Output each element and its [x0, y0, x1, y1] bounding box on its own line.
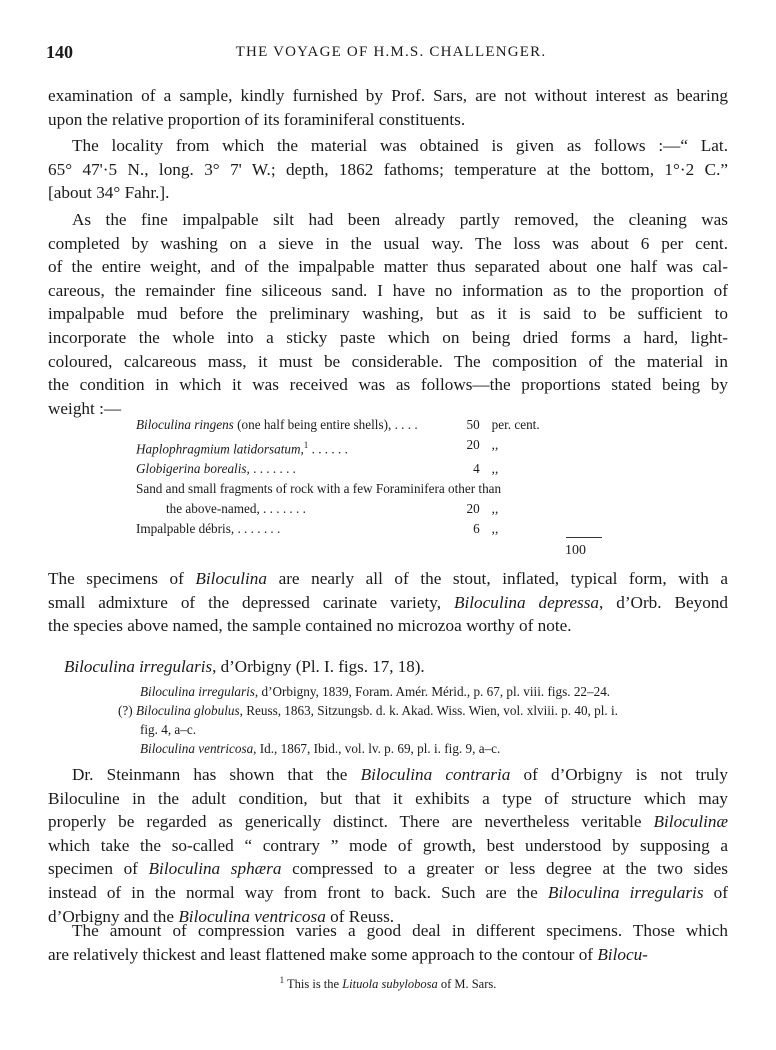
component-unit: per. cent. [491, 417, 540, 432]
composition-table [136, 415, 562, 539]
discussion-paragraph [48, 763, 728, 928]
synonymy-entry: Biloculina ventricosa, Id., 1867, Ibid., vol. lv. p. 69, pl. i. fig. 9, a–c. [140, 741, 501, 756]
sum-rule [566, 537, 602, 538]
species-name: Biloculina irregularis [64, 657, 213, 676]
component-unit: ,, [491, 461, 499, 477]
text-line: examination of a sample, kindly furnished by Prof. Sars, are not without interest as bearing [48, 86, 728, 105]
footnote [0, 975, 776, 992]
composition-row [136, 499, 562, 519]
text-line: The specimens of Biloculina are nearly all of the stout, inflated, typical form, with a [48, 569, 728, 588]
composition-total: 100 [565, 543, 586, 558]
component-unit: ,, [491, 437, 499, 452]
component-value: 20 [466, 437, 480, 452]
text-line: which take the so-called “ contrary ” mode of growth, best understood by supposing a [48, 835, 728, 855]
component-name: Globigerina borealis, . . . . . . . [136, 461, 296, 477]
locality-paragraph [48, 134, 728, 205]
component-name: the above-named, . . . . . . . [166, 501, 306, 517]
component-unit: ,, [491, 521, 499, 537]
page-number: 140 [46, 42, 73, 62]
text-line: [about 34° Fahr.]. [48, 183, 170, 203]
text-line: impalpable mud before the preliminary washing, but as it is said to be sufficient to [48, 304, 728, 324]
text-line: instead of in the normal way from front to back. Such are the Biloculina irregularis of [48, 882, 728, 902]
footnote-text: This is the [284, 977, 343, 992]
component-name: Impalpable débris, . . . . . . . [136, 521, 281, 537]
component-name: Sand and small fragments of rock with a few Foraminifera other than [136, 481, 502, 497]
running-title: THE VOYAGE OF H.M.S. CHALLENGER. [235, 44, 547, 60]
synonymy-entry: fig. 4, a–c. [140, 722, 197, 737]
synonymy-entry: Biloculina irregularis, d’Orbigny, 1839, Foram. Amér. Mérid., p. 67, pl. viii. figs. 22–24. [140, 684, 611, 699]
component-value: 50 [466, 417, 480, 432]
composition-row [136, 415, 562, 435]
text-line: coloured, calcareous mass, it must be considerable. The composition of the material in [48, 351, 728, 371]
text-line: the condition in which it was received was as follows—the proportions stated being by [48, 375, 728, 395]
text-line: specimen of Biloculina sphæra compressed to a greater or less degree at the two sides [48, 859, 728, 879]
text-line: As the fine impalpable silt had been already partly removed, the cleaning was [72, 210, 728, 229]
component-name: Biloculina ringens (one half being entire shells), . . . . [136, 417, 418, 432]
intro-paragraph [48, 84, 728, 131]
text-line: are relatively thickest and least flattened make some approach to the contour of Bilocu- [48, 944, 648, 964]
component-value: 20 [466, 501, 480, 517]
text-line: incorporate the whole into a sticky paste which on being dried forms a hard, light- [48, 327, 728, 347]
footnote-species: Lituola subylobosa [342, 977, 438, 992]
specimens-paragraph [48, 567, 728, 638]
text-line: The locality from which the material was obtained is given as follows :—“ Lat. [72, 136, 728, 155]
text-line: Dr. Steinmann has shown that the Biloculina contraria of d’Orbigny is not truly [72, 765, 728, 784]
composition-row [136, 459, 562, 479]
composition-row [136, 435, 562, 459]
text-line: Biloculine in the adult condition, but that it exhibits a type of structure which may [48, 788, 728, 808]
compression-paragraph [48, 919, 728, 966]
text-line: d’Orbigny and the Biloculina ventricosa of Reuss. [48, 906, 395, 926]
cleaning-paragraph [48, 208, 728, 420]
composition-row [136, 479, 562, 499]
footnote-text-end: of M. Sars. [437, 977, 497, 992]
leader-dots: . . . . . . . [234, 521, 281, 537]
leader-dots: . . . . . . . [249, 461, 296, 477]
component-unit: ,, [491, 501, 499, 517]
synonymy-entry: (?) Biloculina globulus, Reuss, 1863, Sitzungsb. d. k. Akad. Wiss. Wien, vol. xlviii. p. 40, pl. i. [118, 703, 618, 718]
text-line: careous, the remainder fine siliceous sand. I have no information as to the proportion of [48, 280, 728, 300]
text-line: 65° 47'·5 N., long. 3° 7' W.; depth, 1862 fathoms; temperature at the bottom, 1°·2 C.” [48, 159, 728, 179]
component-value: 6 [473, 521, 480, 537]
leader-dots: . . . . . . . [259, 501, 306, 517]
text-line: small admixture of the depressed carinate variety, Biloculina depressa, d’Orb. Beyond [48, 592, 728, 612]
species-authority: , d’Orbigny (Pl. I. figs. 17, 18). [212, 657, 425, 676]
footnote-mark: 1 [279, 975, 285, 985]
component-name: Haplophragmium latidorsatum,$^1$ . . . . . . [136, 440, 348, 457]
text-line: upon the relative proportion of its foraminiferal constituents. [48, 109, 466, 129]
component-value: 4 [473, 461, 480, 477]
text-line: the species above named, the sample contained no microzoa worthy of note. [48, 616, 572, 636]
text-line: properly be regarded as generically distinct. There are nevertheless veritable Biloculinæ [48, 812, 728, 832]
text-line: The amount of compression varies a good deal in different specimens. Those which [72, 921, 728, 940]
text-line: of the entire weight, and of the impalpable matter thus separated about one half was cal- [48, 257, 728, 277]
leader-dots: . . . . [391, 417, 418, 432]
text-line: weight :— [48, 398, 122, 418]
composition-row [136, 519, 562, 539]
text-line: completed by washing on a sieve in the usual way. The loss was about 6 per cent. [48, 233, 728, 253]
page-header [46, 42, 736, 64]
leader-dots: . . . . . . [308, 441, 348, 457]
species-heading [64, 657, 425, 677]
